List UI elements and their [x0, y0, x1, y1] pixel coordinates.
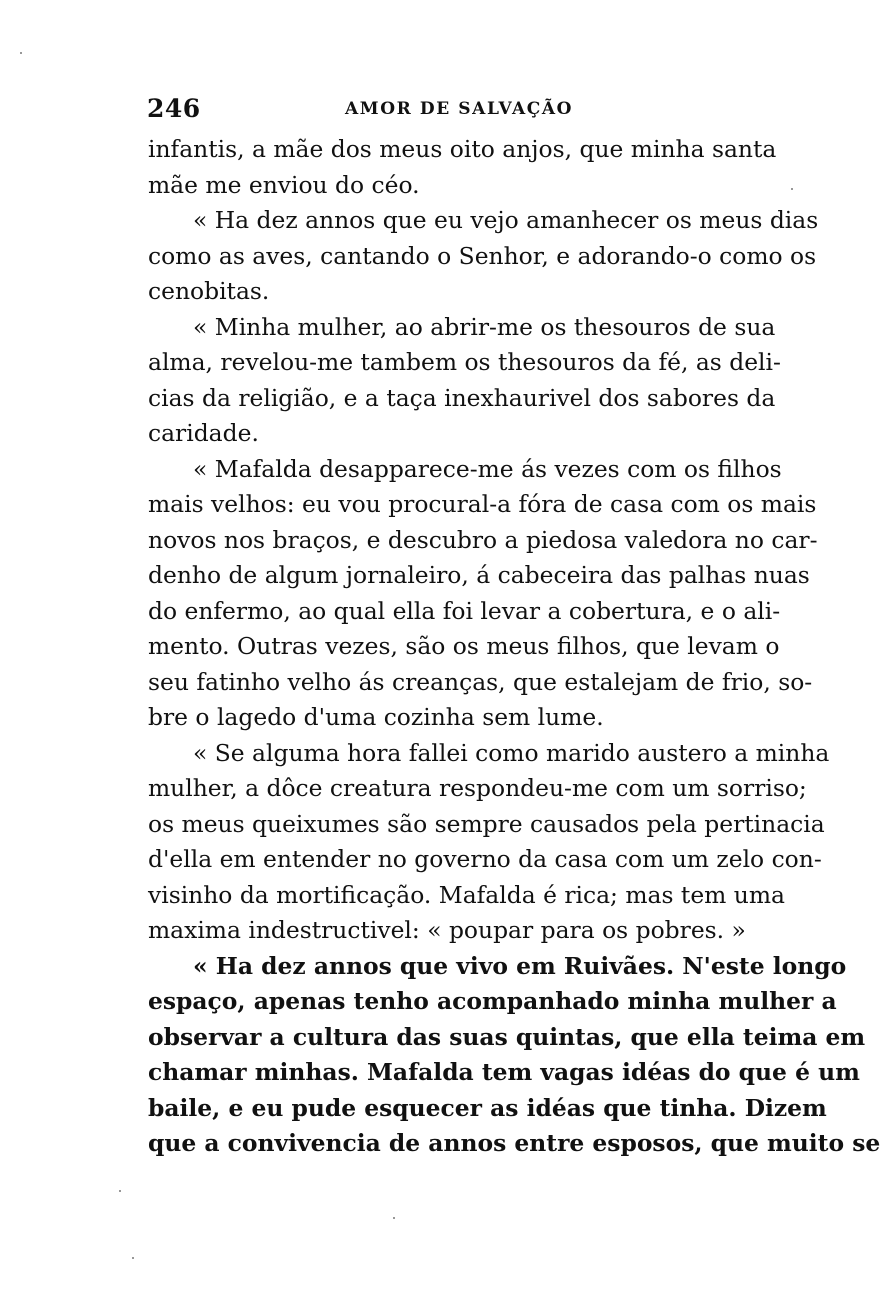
text-line: caridade.: [148, 419, 259, 447]
text-line: os meus queixumes são sempre causados pela pertinacia: [148, 809, 825, 838]
text-line: baile, e eu pude esquecer as idéas que tinha. Dizem: [148, 1093, 827, 1122]
scan-speck: [791, 188, 793, 190]
text-line: « Ha dez annos que vivo em Ruivães. N'este longo: [193, 951, 847, 980]
text-line: do enfermo, ao qual ella foi levar a cobertura, e o ali-: [148, 596, 781, 625]
text-line: bre o lagedo d'uma cozinha sem lume.: [148, 703, 604, 731]
text-line: maxima indestructivel: « poupar para os pobres. »: [148, 916, 746, 944]
text-line: d'ella em entender no governo da casa com um zelo con-: [148, 845, 822, 873]
text-line: mãe me enviou do céo.: [148, 170, 420, 199]
text-line: visinho da mortificação. Mafalda é rica; mas tem uma: [148, 880, 785, 909]
text-line: novos nos braços, e descubro a piedosa valedora no car-: [148, 525, 818, 554]
text-line: que a convivencia de annos entre esposos, que muito se: [148, 1129, 880, 1157]
text-line: espaço, apenas tenho acompanhado minha mulher a: [148, 987, 837, 1015]
scan-speck: [20, 52, 22, 54]
text-line: « Minha mulher, ao abrir-me os thesouros de sua: [193, 312, 776, 341]
text-line: « Se alguma hora fallei como marido austero a minha: [193, 738, 830, 767]
text-line: infantis, a mãe dos meus oito anjos, que minha santa: [148, 135, 777, 163]
body-text: [148, 132, 880, 1162]
text-line: seu fatinho velho ás creanças, que estalejam de frio, so-: [148, 667, 813, 696]
text-line: mais velhos: eu vou procural-a fóra de casa com os mais: [148, 490, 817, 518]
text-line: como as aves, cantando o Senhor, e adorando-o como os: [148, 241, 817, 270]
text-line: alma, revelou-me tambem os thesouros da fé, as deli-: [148, 348, 781, 376]
scan-speck: [119, 1190, 121, 1192]
text-line: observar a cultura das suas quintas, que ella teima em: [148, 1022, 866, 1051]
text-line: chamar minhas. Mafalda tem vagas idéas do que é um: [148, 1058, 860, 1086]
text-line: « Ha dez annos que eu vejo amanhecer os meus dias: [193, 206, 819, 234]
text-line: mento. Outras vezes, são os meus filhos, que levam o: [148, 632, 780, 660]
text-line: denho de algum jornaleiro, á cabeceira das palhas nuas: [148, 561, 810, 589]
text-line: cias da religião, e a taça inexhaurivel dos sabores da: [148, 383, 776, 412]
text-line: cenobitas.: [148, 277, 270, 305]
scan-speck: [132, 1257, 134, 1259]
text-line: « Mafalda desapparece-me ás vezes com os filhos: [193, 454, 782, 483]
text-line: mulher, a dôce creatura respondeu-me com um sorriso;: [148, 774, 807, 802]
running-title: AMOR DE SALVAÇÃO: [345, 99, 574, 119]
page-number: 246: [147, 94, 201, 123]
scan-speck: [393, 1217, 395, 1219]
